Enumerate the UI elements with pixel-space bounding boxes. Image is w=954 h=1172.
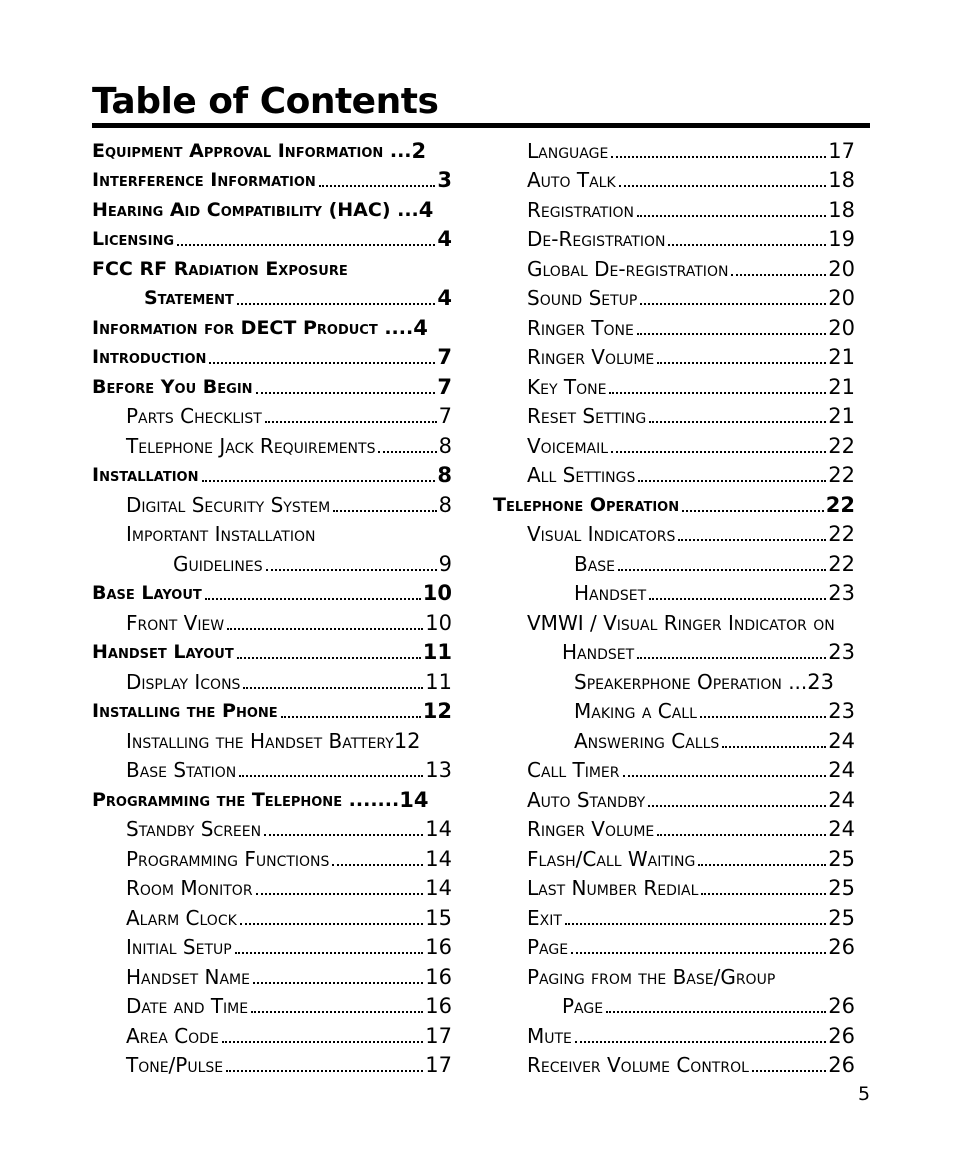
toc-entry[interactable] (493, 665, 855, 695)
toc-entry-page: 23 (828, 640, 855, 664)
toc-entry-label: Auto Standby (527, 787, 646, 812)
dot-leader (575, 1027, 826, 1043)
toc-entry-page: 17 (828, 138, 855, 163)
dot-leader (266, 555, 437, 571)
dot-leader (177, 230, 435, 246)
dot-leader (227, 614, 423, 630)
toc-entry-page: 4 (418, 197, 434, 222)
toc-entry-page: 23 (828, 581, 855, 605)
toc-entry[interactable] (92, 990, 452, 1020)
toc-entry[interactable] (92, 223, 452, 253)
dot-leader (237, 643, 421, 659)
toc-entry-label: Paging from the Base/Group (527, 964, 776, 989)
toc-entry-label: Alarm Clock (126, 905, 237, 930)
toc-entry-page: 9 (438, 551, 452, 576)
toc-entry-page: 26 (828, 935, 855, 959)
toc-entry-label: Equipment Approval Information ... (92, 139, 412, 162)
toc-entry-label: Installing the Phone (92, 700, 278, 722)
toc-entry-page: 24 (828, 787, 855, 812)
toc-entry-page: 4 (437, 227, 452, 251)
toc-entry[interactable] (92, 842, 452, 872)
toc-entry-label: Ringer Volume (527, 817, 655, 841)
toc-entry-label: Page (562, 994, 604, 1018)
toc-right-column (493, 134, 855, 1078)
dot-leader (243, 673, 423, 689)
toc-entry-label: Statement (144, 287, 234, 309)
toc-entry[interactable] (92, 311, 452, 341)
toc-entry-page: 22 (828, 463, 855, 487)
toc-entry-page: 12 (422, 699, 452, 723)
toc-entry-page: 20 (828, 286, 855, 310)
toc-entry[interactable] (92, 724, 452, 754)
toc-entry-page: 26 (828, 1053, 855, 1077)
toc-entry-label: Introduction (92, 346, 207, 368)
dot-leader (623, 761, 827, 777)
toc-entry-page: 22 (828, 522, 855, 546)
toc-entry-label: Before You Begin (92, 375, 253, 398)
dot-leader (649, 584, 826, 600)
toc-entry-page: 25 (828, 876, 855, 900)
dot-leader (618, 555, 826, 571)
dot-leader (609, 378, 826, 394)
toc-entry-label: All Settings (527, 463, 636, 487)
toc-entry-label: Hearing Aid Compatibility (HAC) ... (92, 198, 419, 221)
toc-entry-page: 24 (828, 728, 855, 753)
toc-entry-label: Licensing (92, 228, 174, 250)
toc-entry[interactable] (493, 901, 855, 931)
toc-entry[interactable] (493, 577, 855, 607)
toc-entry-label: Base Station (126, 758, 237, 782)
toc-entry-label: Installation (92, 464, 199, 486)
dot-leader (235, 938, 424, 954)
toc-entry[interactable] (493, 370, 855, 400)
toc-entry-label: Global De-registration (527, 256, 729, 281)
toc-entry-page: 22 (828, 551, 855, 576)
toc-entry[interactable] (92, 341, 452, 371)
page-title: Table of Contents (92, 81, 439, 122)
toc-entry-page: 16 (425, 964, 452, 989)
toc-entry[interactable] (92, 429, 452, 459)
toc-entry-label: Parts Checklist (126, 404, 262, 428)
toc-entry-page: 25 (828, 905, 855, 930)
toc-entry[interactable] (493, 931, 855, 961)
toc-entry-label: Handset (562, 640, 635, 664)
dot-leader (640, 289, 826, 305)
toc-entry-label: Display Icons (126, 669, 241, 694)
toc-entry-label: Flash/Call Waiting (527, 846, 696, 871)
dot-leader (209, 348, 435, 364)
toc-entry-label: Last Number Redial (527, 876, 699, 900)
toc-entry[interactable] (493, 872, 855, 902)
toc-entry[interactable] (493, 459, 855, 489)
toc-entry-label: Room Monitor (126, 876, 253, 900)
dot-leader (637, 201, 826, 217)
toc-entry-page: 21 (828, 345, 855, 369)
toc-entry[interactable] (493, 842, 855, 872)
toc-entry[interactable] (493, 223, 855, 253)
toc-entry-label: Information for DECT Product .... (92, 316, 414, 339)
toc-entry-label: Guidelines (173, 551, 263, 576)
toc-entry-label: Handset Name (126, 964, 250, 989)
toc-entry-page: 21 (828, 404, 855, 428)
toc-entry-page: 10 (425, 610, 452, 635)
toc-entry[interactable] (493, 783, 855, 813)
toc-entry[interactable] (493, 695, 855, 725)
toc-entry-label: Installing the Handset Battery (126, 728, 394, 753)
toc-entry-label: Digital Security System (126, 492, 331, 517)
toc-entry[interactable] (92, 665, 452, 695)
toc-entry[interactable] (493, 813, 855, 843)
toc-entry-label: Base (574, 551, 616, 576)
dot-leader (657, 348, 826, 364)
dot-leader (264, 820, 423, 836)
dot-leader (611, 142, 826, 158)
toc-entry-page: 4 (437, 286, 452, 310)
dot-leader (731, 260, 826, 276)
toc-entry-page: 13 (425, 758, 452, 782)
dot-leader (222, 1027, 423, 1043)
toc-entry[interactable] (92, 1049, 452, 1079)
toc-entry[interactable] (92, 518, 452, 548)
toc-entry-page: 24 (828, 758, 855, 782)
dot-leader (682, 496, 824, 512)
dot-leader (333, 496, 436, 512)
toc-entry-label: Speakerphone Operation ... (574, 669, 808, 694)
toc-entry-label: Auto Talk (527, 168, 616, 192)
dot-leader (752, 1056, 826, 1072)
toc-entry-page: 24 (828, 817, 855, 841)
toc-entry[interactable] (493, 1019, 855, 1049)
toc-entry-label: Language (527, 138, 609, 163)
toc-entry-page: 16 (425, 935, 452, 959)
toc-entry-page: 14 (399, 787, 429, 812)
toc-entry-page: 8 (437, 463, 452, 487)
toc-entry[interactable] (92, 400, 452, 430)
toc-entry[interactable] (92, 547, 452, 577)
toc-entry[interactable] (92, 783, 452, 813)
toc-entry[interactable] (493, 724, 855, 754)
toc-entry[interactable] (493, 400, 855, 430)
toc-entry[interactable] (493, 252, 855, 282)
toc-entry-label: FCC RF Radiation Exposure (92, 257, 348, 280)
dot-leader (226, 1056, 423, 1072)
toc-entry[interactable] (493, 429, 855, 459)
toc-entry-label: Visual Indicators (527, 522, 676, 546)
toc-entry[interactable] (92, 695, 452, 725)
dot-leader (253, 968, 423, 984)
toc-entry-label: Standby Screen (126, 817, 262, 841)
toc-entry-label: Handset (574, 581, 647, 605)
toc-entry-label: Front View (126, 610, 225, 635)
dot-leader (722, 732, 826, 748)
toc-entry-page: 17 (425, 1053, 452, 1077)
toc-entry-page: 8 (438, 492, 452, 517)
toc-entry-label: Programming Functions (126, 846, 330, 871)
page-number: 5 (858, 1083, 871, 1105)
toc-entry-page: 25 (828, 846, 855, 871)
dot-leader (619, 171, 827, 187)
toc-entry-label: Call Timer (527, 758, 620, 782)
toc-entry-label: Voicemail (527, 433, 609, 458)
toc-entry[interactable] (92, 164, 452, 194)
dot-leader (637, 319, 826, 335)
toc-entry-label: Telephone Jack Requirements (126, 433, 376, 458)
toc-entry-label: VMWI / Visual Ringer Indicator on (527, 610, 835, 635)
toc-entry-page: 19 (828, 227, 855, 251)
toc-entry-label: Mute (527, 1023, 572, 1048)
toc-entry-label: Base Layout (92, 582, 202, 604)
toc-entry-page: 20 (828, 315, 855, 340)
toc-entry[interactable] (92, 370, 452, 400)
toc-entry-label: Interference Information (92, 169, 316, 191)
toc-entry-page: 14 (425, 817, 452, 841)
toc-entry-label: Ringer Tone (527, 315, 634, 340)
toc-entry-label: Registration (527, 197, 634, 222)
title-divider (92, 123, 870, 128)
toc-entry-page: 14 (425, 846, 452, 871)
toc-entry[interactable] (92, 577, 452, 607)
dot-leader (378, 437, 436, 453)
dot-leader (251, 997, 423, 1013)
toc-entry[interactable] (493, 193, 855, 223)
toc-entry-page: 7 (438, 404, 452, 428)
toc-entry-label: Date and Time (126, 994, 249, 1018)
dot-leader (571, 938, 826, 954)
toc-entry[interactable] (493, 282, 855, 312)
toc-entry-label: Initial Setup (126, 935, 232, 959)
dot-leader (698, 850, 826, 866)
toc-entry[interactable] (92, 488, 452, 518)
toc-entry[interactable] (493, 164, 855, 194)
toc-entry-label: Page (527, 935, 569, 959)
toc-entry-label: Handset Layout (92, 641, 234, 663)
toc-entry-page: 8 (438, 433, 452, 458)
dot-leader (678, 525, 826, 541)
toc-entry-page: 22 (825, 492, 855, 517)
toc-entry[interactable] (92, 193, 452, 223)
dot-leader (239, 761, 423, 777)
dot-leader (638, 466, 826, 482)
toc-entry[interactable] (493, 488, 855, 518)
dot-leader (240, 909, 423, 925)
dot-leader (649, 407, 826, 423)
toc-entry-page: 11 (425, 669, 452, 694)
toc-entry-label: Sound Setup (527, 286, 638, 310)
dot-leader (281, 702, 421, 718)
toc-entry[interactable] (493, 960, 855, 990)
toc-entry[interactable] (92, 459, 452, 489)
dot-leader (648, 791, 826, 807)
dot-leader (332, 850, 423, 866)
toc-entry-label: Important Installation (126, 522, 316, 546)
toc-entry-page: 23 (807, 669, 834, 694)
toc-entry[interactable] (92, 901, 452, 931)
dot-leader (202, 466, 436, 482)
toc-entry-label: Programming the Telephone ....... (92, 788, 400, 811)
dot-leader (700, 702, 826, 718)
toc-entry-label: Making a Call (574, 699, 697, 723)
toc-entry[interactable] (493, 311, 855, 341)
toc-entry-page: 14 (425, 876, 452, 900)
toc-entry-label: Key Tone (527, 374, 607, 399)
toc-entry-page: 7 (437, 374, 452, 399)
toc-entry[interactable] (92, 282, 452, 312)
toc-entry[interactable] (92, 1019, 452, 1049)
toc-entry-page: 10 (422, 581, 452, 605)
toc-entry[interactable] (493, 990, 855, 1020)
toc-entry-page: 21 (828, 374, 855, 399)
toc-entry-page: 2 (411, 138, 427, 163)
toc-entry-label: Reset Setting (527, 404, 647, 428)
toc-entry-page: 23 (828, 699, 855, 723)
dot-leader (205, 584, 421, 600)
dot-leader (637, 643, 826, 659)
toc-entry-page: 3 (437, 168, 452, 192)
toc-entry[interactable] (493, 547, 855, 577)
dot-leader (319, 171, 436, 187)
toc-entry[interactable] (92, 960, 452, 990)
toc-entry[interactable] (92, 931, 452, 961)
dot-leader (668, 230, 826, 246)
dot-leader (701, 879, 826, 895)
dot-leader (657, 820, 826, 836)
toc-entry-page: 17 (425, 1023, 452, 1048)
toc-entry-page: 26 (828, 994, 855, 1018)
toc-entry-page: 18 (828, 197, 855, 222)
dot-leader (265, 407, 437, 423)
toc-entry[interactable] (92, 813, 452, 843)
toc-entry[interactable] (92, 606, 452, 636)
toc-left-column (92, 134, 452, 1078)
toc-entry-label: Receiver Volume Control (527, 1053, 749, 1077)
dot-leader (237, 289, 435, 305)
toc-entry-page: 12 (393, 728, 421, 753)
toc-entry[interactable] (493, 518, 855, 548)
toc-entry[interactable] (92, 636, 452, 666)
toc-entry-label: Tone/Pulse (126, 1053, 224, 1077)
toc-entry-page: 7 (437, 345, 452, 369)
toc-entry[interactable] (493, 341, 855, 371)
toc-entry-label: Ringer Volume (527, 345, 655, 369)
toc-entry[interactable] (92, 754, 452, 784)
toc-entry-label: Telephone Operation (493, 493, 680, 516)
toc-entry[interactable] (493, 1049, 855, 1079)
toc-entry-page: 11 (422, 640, 452, 664)
toc-entry-label: Exit (527, 905, 562, 930)
toc-entry-page: 15 (425, 905, 452, 930)
toc-entry[interactable] (92, 872, 452, 902)
toc-entry-label: De-Registration (527, 227, 666, 251)
toc-entry-page: 20 (828, 256, 855, 281)
dot-leader (606, 997, 826, 1013)
toc-entry[interactable] (493, 606, 855, 636)
toc-entry[interactable] (493, 636, 855, 666)
toc-entry-page: 18 (828, 168, 855, 192)
toc-entry-page: 22 (828, 433, 855, 458)
dot-leader (256, 879, 424, 895)
toc-entry-label: Area Code (126, 1023, 219, 1048)
dot-leader (565, 909, 826, 925)
toc-entry-label: Answering Calls (574, 728, 720, 753)
toc-entry[interactable] (493, 134, 855, 164)
toc-entry[interactable] (493, 754, 855, 784)
toc-entry-page: 26 (828, 1023, 855, 1048)
dot-leader (611, 437, 826, 453)
toc-entry[interactable] (92, 252, 452, 282)
toc-entry-page: 4 (413, 315, 428, 340)
dot-leader (256, 378, 436, 394)
toc-entry-page: 16 (425, 994, 452, 1018)
toc-entry[interactable] (92, 134, 452, 164)
